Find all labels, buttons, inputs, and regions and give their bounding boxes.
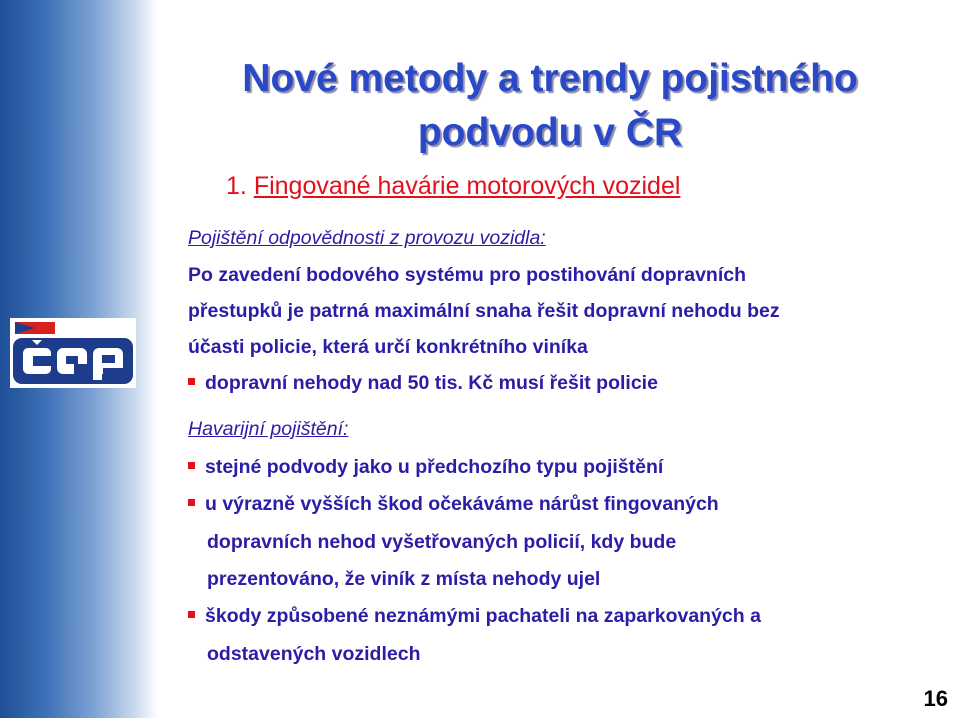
page-number: 16	[923, 686, 948, 711]
title-line-1: Nové metody a trendy pojistného	[242, 57, 858, 100]
section1-bullet	[188, 372, 658, 395]
section2-bullet-1	[188, 456, 663, 479]
bullet-marker	[188, 499, 195, 506]
subtitle-number: 1.	[226, 172, 247, 200]
bullet-marker	[188, 462, 195, 469]
section2-bullet-2-line-1: u výrazně vyšších škod očekáváme nárůst fingovaných	[205, 493, 719, 515]
section-subtitle	[226, 172, 680, 201]
cap-logo	[10, 318, 136, 388]
section1-para-line-3: účasti policie, která určí konkrétního viníka	[188, 336, 588, 358]
section1-para-line-1: Po zavedení bodového systému pro postihování dopravních	[188, 264, 747, 286]
section2-bullet-2	[188, 493, 719, 516]
section2-bullet-2-line-3: prezentováno, že viník z místa nehody ujel	[207, 568, 601, 590]
subtitle-text: Fingované havárie motorových vozidel	[253, 172, 681, 200]
section2-bullet-3-line-2: odstavených vozidlech	[207, 643, 421, 665]
title-line-2: podvodu v ČR	[417, 111, 683, 154]
bullet-marker	[188, 378, 195, 385]
section1-heading: Pojištění odpovědnosti z provozu vozidla:	[188, 227, 546, 249]
section2-bullet-3-line-1: škody způsobené neznámými pachateli na zaparkovaných a	[205, 605, 761, 627]
section2-bullet-2-line-2: dopravních nehod vyšetřovaných policií, kdy bude	[207, 531, 677, 553]
section1-bullet-text: dopravní nehody nad 50 tis. Kč musí řešit policie	[205, 372, 658, 394]
section2-bullet-3	[188, 605, 761, 628]
section2-heading: Havarijní pojištění:	[188, 418, 349, 440]
slide-title	[170, 52, 930, 160]
bullet-marker	[188, 611, 195, 618]
section2-bullet-1-text: stejné podvody jako u předchozího typu pojištění	[205, 456, 664, 478]
section1-para-line-2: přestupků je patrná maximální snaha řešit dopravní nehodu bez	[188, 300, 780, 322]
